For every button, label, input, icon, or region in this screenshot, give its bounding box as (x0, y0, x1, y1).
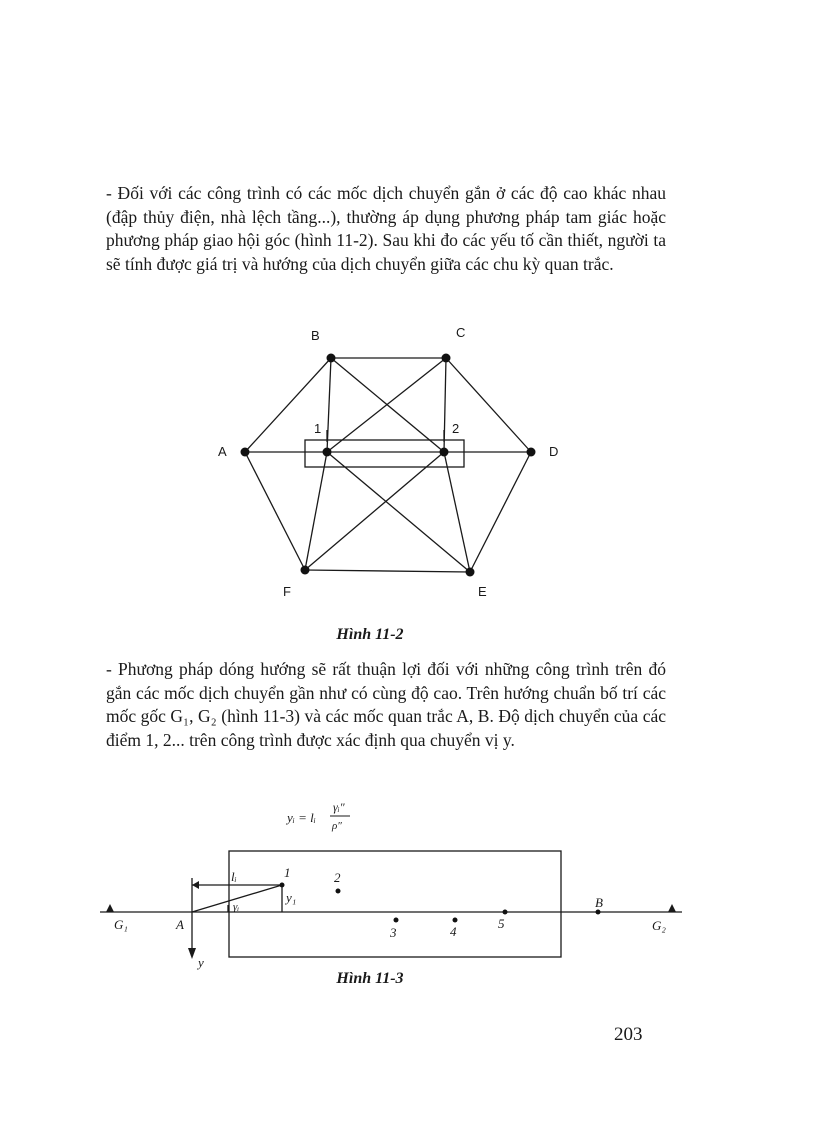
point-4 (453, 918, 458, 923)
label-1: 1 (314, 421, 322, 436)
formula-denominator: ρ″ (332, 820, 342, 832)
label-2: 2 (334, 870, 341, 885)
label-c: C (456, 325, 466, 340)
point-3 (394, 918, 399, 923)
label-b: B (311, 328, 320, 343)
label-e: E (478, 584, 487, 599)
label-a: A (218, 444, 227, 459)
benchmark-g1 (106, 904, 114, 912)
formula (285, 800, 350, 832)
point-5 (503, 910, 508, 915)
page-number: 203 (614, 1024, 643, 1045)
label-3: 3 (390, 925, 397, 940)
figure-11-2-caption: Hình 11-2 (336, 626, 404, 643)
label-li: lᵢ (231, 869, 237, 884)
paragraph-triangulation: - Đối với các công trình có các mốc dịch chuyển gắn ở các độ cao khác nhau (đập thủy điện, nhà lệch tầng...), thường áp dụng phương pháp tam giác hoặc phương pháp giao hội góc (hình 11-2). Sau khi đo các yếu tố cần thiết, người ta sẽ tính được giá trị và hướng của dịch chuyển giữa các chu kỳ quan trắc. (106, 183, 666, 274)
figure-11-3-caption: Hình 11-3 (336, 970, 404, 987)
point-b (596, 910, 601, 915)
label-a: A (176, 917, 184, 932)
label-g1: G₁ (114, 917, 128, 932)
label-1: 1 (284, 865, 291, 880)
label-g2: G₂ (652, 918, 666, 933)
formula-numerator: γᵢ″ (333, 800, 345, 814)
label-y: y (198, 955, 204, 970)
label-y1: y₁ (286, 890, 297, 905)
formula-lhs: yᵢ = lᵢ (287, 810, 316, 825)
label-b: B (595, 895, 603, 910)
paragraph-alignment: - Phương pháp dóng hướng sẽ rất thuận lợi đối với những công trình trên đó gắn các mốc dịch chuyển gần như có cùng độ cao. Trên hướng chuẩn bố trí các mốc gốc G₁, G₂ (hình 11-3) và các mốc quan trắc A, B. Độ dịch chuyển của các điểm 1, 2... trên công trình được xác định qua chuyển vị y. (106, 659, 666, 750)
label-f: F (283, 584, 291, 599)
label-gamma: γᵢ (233, 901, 240, 913)
point-2 (336, 889, 341, 894)
label-4: 4 (450, 924, 457, 939)
label-d: D (549, 444, 559, 459)
label-2: 2 (452, 421, 460, 436)
label-5: 5 (498, 916, 505, 931)
point-1 (280, 883, 285, 888)
benchmark-g2 (668, 904, 676, 912)
